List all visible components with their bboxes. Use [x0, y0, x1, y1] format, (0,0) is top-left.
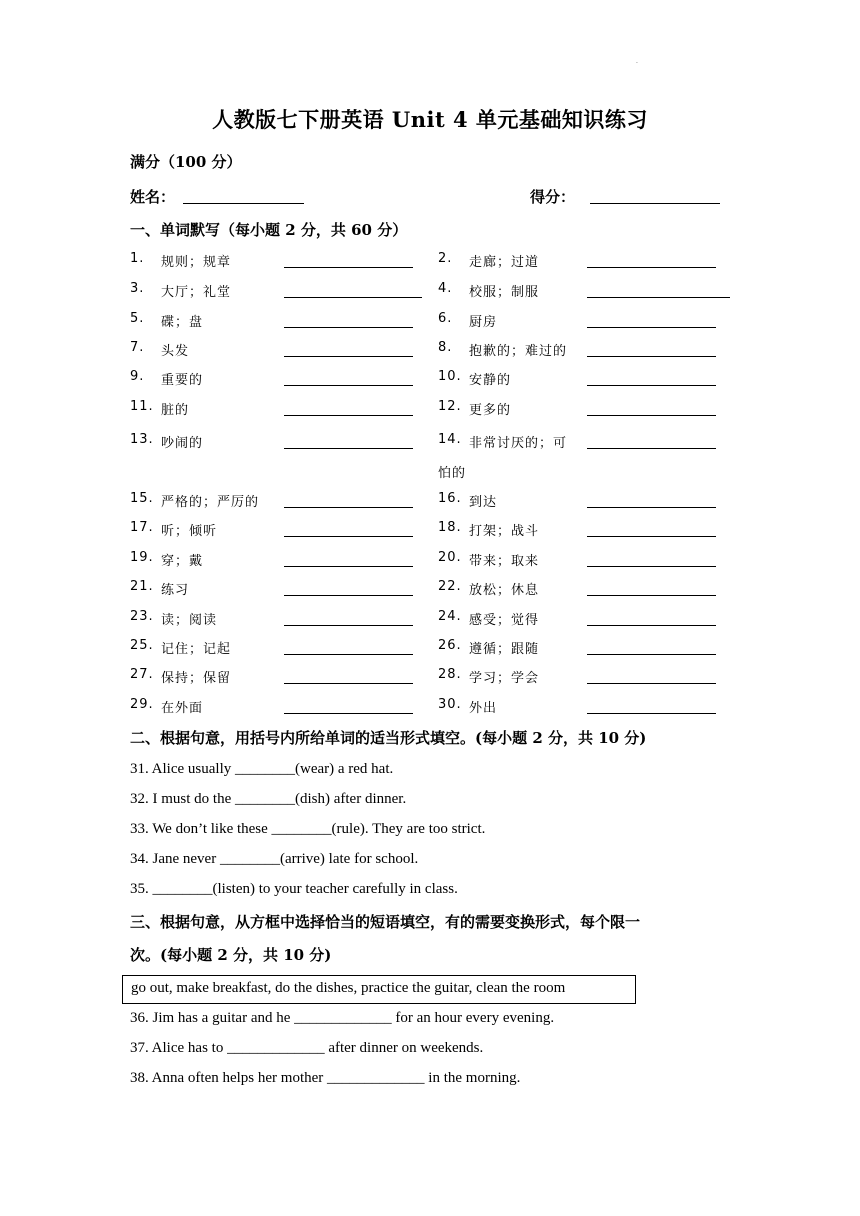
sentence-35: 35. ________(listen) to your teacher carefully in class.	[130, 881, 458, 897]
score-label: 得分：	[530, 188, 576, 206]
vocab-number: 2.	[438, 251, 453, 266]
vocab-answer-blank[interactable]	[587, 536, 716, 537]
vocab-answer-blank[interactable]	[284, 683, 413, 684]
vocab-answer-blank[interactable]	[284, 536, 413, 537]
vocab-meaning: 安静的	[469, 373, 512, 388]
sentence-31: 31. Alice usually ________(wear) a red hat.	[130, 761, 394, 777]
vocab-meaning: 到达	[469, 495, 498, 510]
vocab-number: 29.	[130, 697, 154, 712]
vocab-number: 30.	[438, 697, 462, 712]
section2-heading: 二、根据句意，用括号内所给单词的适当形式填空。(每小题 2 分，共 10 分)	[130, 729, 647, 747]
sentence-37: 37. Alice has to _____________ after dinner on weekends.	[130, 1040, 484, 1056]
vocab-answer-blank[interactable]	[587, 267, 716, 268]
vocab-number: 17.	[130, 520, 154, 535]
vocab-answer-blank[interactable]	[284, 385, 413, 386]
full-score-label: 满分（100 分）	[130, 153, 242, 171]
vocab-meaning: 厨房	[469, 315, 498, 330]
vocab-number: 16.	[438, 491, 462, 506]
vocab-meaning: 打架；战斗	[469, 524, 540, 539]
vocab-number: 12.	[438, 399, 462, 414]
vocab-answer-blank[interactable]	[587, 713, 716, 714]
vocab-answer-blank[interactable]	[587, 595, 716, 596]
vocab-answer-blank[interactable]	[587, 654, 716, 655]
vocab-number: 23.	[130, 609, 154, 624]
vocab-meaning: 规则；规章	[161, 255, 232, 270]
vocab-meaning: 保持；保留	[161, 671, 232, 686]
page-dot: .	[636, 58, 638, 65]
vocab-meaning: 遵循；跟随	[469, 642, 540, 657]
name-blank[interactable]	[183, 203, 304, 204]
vocab-answer-blank[interactable]	[284, 507, 413, 508]
vocab-number: 21.	[130, 579, 154, 594]
vocab-number: 27.	[130, 667, 154, 682]
vocab-meaning: 放松；休息	[469, 583, 540, 598]
vocab-meaning: 走廊；过道	[469, 255, 540, 270]
vocab-answer-blank[interactable]	[284, 297, 422, 298]
section1-heading: 一、单词默写（每小题 2 分，共 60 分）	[130, 221, 408, 239]
vocab-meaning: 吵闹的	[161, 436, 204, 451]
vocab-meaning: 记住；记起	[161, 642, 232, 657]
vocab-number: 28.	[438, 667, 462, 682]
vocab-answer-blank[interactable]	[587, 448, 716, 449]
vocab-answer-blank[interactable]	[284, 267, 413, 268]
vocab-number: 15.	[130, 491, 154, 506]
vocab-answer-blank[interactable]	[284, 448, 413, 449]
vocab-number: 6.	[438, 311, 453, 326]
vocab-meaning: 重要的	[161, 373, 204, 388]
vocab-answer-blank[interactable]	[587, 507, 716, 508]
vocab-answer-blank[interactable]	[587, 683, 716, 684]
vocab-meaning: 脏的	[161, 403, 190, 418]
section3-heading-line1: 三、根据句意，从方框中选择恰当的短语填空，有的需要变换形式，每个限一	[130, 913, 641, 931]
vocab-number: 22.	[438, 579, 462, 594]
vocab-meaning: 非常讨厌的；可	[469, 436, 568, 451]
vocab-answer-blank[interactable]	[284, 356, 413, 357]
vocab-number: 7.	[130, 340, 145, 355]
vocab-number: 9.	[130, 369, 145, 384]
vocab-number: 11.	[130, 399, 154, 414]
sentence-33: 33. We don’t like these ________(rule). They are too strict.	[130, 821, 486, 837]
vocab-number: 5.	[130, 311, 145, 326]
page-title: 人教版七下册英语 Unit 4 单元基础知识练习	[212, 107, 648, 132]
vocab-meaning: 感受；觉得	[469, 613, 540, 628]
vocab-answer-blank[interactable]	[587, 385, 716, 386]
vocab-meaning: 带来；取来	[469, 554, 540, 569]
vocab-answer-blank[interactable]	[587, 356, 716, 357]
section3-heading-line2: 次。(每小题 2 分，共 10 分)	[130, 946, 332, 964]
vocab-answer-blank[interactable]	[284, 654, 413, 655]
vocab-meaning-continued: 怕的	[438, 466, 467, 481]
vocab-number: 14.	[438, 432, 462, 447]
vocab-answer-blank[interactable]	[284, 566, 413, 567]
vocab-meaning: 穿；戴	[161, 554, 204, 569]
score-blank[interactable]	[590, 203, 720, 204]
vocab-meaning: 在外面	[161, 701, 204, 716]
vocab-meaning: 头发	[161, 344, 190, 359]
vocab-number: 20.	[438, 550, 462, 565]
vocab-meaning: 碟；盘	[161, 315, 204, 330]
vocab-answer-blank[interactable]	[284, 327, 413, 328]
vocab-answer-blank[interactable]	[587, 327, 716, 328]
vocab-answer-blank[interactable]	[284, 415, 413, 416]
vocab-meaning: 听；倾听	[161, 524, 218, 539]
vocab-meaning: 校服；制服	[469, 285, 540, 300]
vocab-number: 26.	[438, 638, 462, 653]
vocab-number: 25.	[130, 638, 154, 653]
sentence-36: 36. Jim has a guitar and he _____________ for an hour every evening.	[130, 1010, 555, 1026]
vocab-answer-blank[interactable]	[284, 595, 413, 596]
sentence-34: 34. Jane never ________(arrive) late for school.	[130, 851, 419, 867]
vocab-answer-blank[interactable]	[587, 566, 716, 567]
vocab-meaning: 学习；学会	[469, 671, 540, 686]
sentence-32: 32. I must do the ________(dish) after dinner.	[130, 791, 407, 807]
vocab-meaning: 练习	[161, 583, 190, 598]
vocab-number: 18.	[438, 520, 462, 535]
vocab-answer-blank[interactable]	[284, 713, 413, 714]
vocab-number: 3.	[130, 281, 145, 296]
phrase-box	[122, 975, 636, 1004]
vocab-number: 24.	[438, 609, 462, 624]
sentence-38: 38. Anna often helps her mother _____________ in the morning.	[130, 1070, 521, 1086]
vocab-number: 10.	[438, 369, 462, 384]
vocab-meaning: 读；阅读	[161, 613, 218, 628]
vocab-answer-blank[interactable]	[587, 415, 716, 416]
vocab-answer-blank[interactable]	[587, 625, 716, 626]
phrase-box-text: go out, make breakfast, do the dishes, practice the guitar, clean the room	[131, 980, 566, 996]
vocab-meaning: 大厅；礼堂	[161, 285, 232, 300]
vocab-meaning: 严格的；严厉的	[161, 495, 260, 510]
vocab-number: 8.	[438, 340, 453, 355]
name-label: 姓名：	[130, 188, 176, 206]
vocab-meaning: 外出	[469, 701, 498, 716]
vocab-meaning: 更多的	[469, 403, 512, 418]
vocab-meaning: 抱歉的；难过的	[469, 344, 568, 359]
vocab-answer-blank[interactable]	[587, 297, 730, 298]
vocab-answer-blank[interactable]	[284, 625, 413, 626]
vocab-number: 1.	[130, 251, 145, 266]
vocab-number: 13.	[130, 432, 154, 447]
vocab-number: 4.	[438, 281, 453, 296]
vocab-number: 19.	[130, 550, 154, 565]
